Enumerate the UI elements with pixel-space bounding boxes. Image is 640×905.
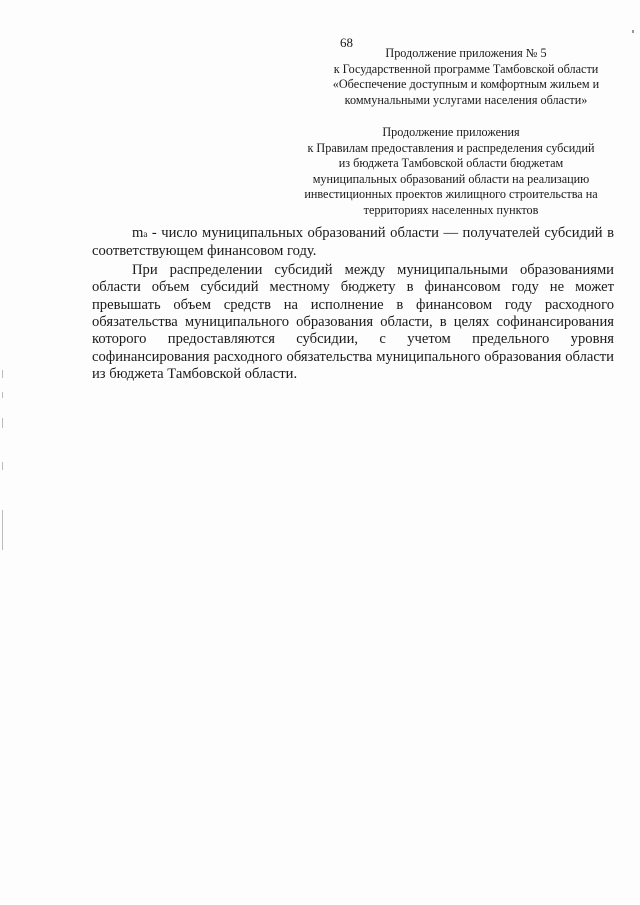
scan-mark <box>632 30 634 33</box>
scan-margin-marks <box>2 370 5 570</box>
header-line: Продолжение приложения № 5 <box>385 46 547 60</box>
header-line: территориях населенных пунктов <box>363 202 539 217</box>
header-line: инвестиционных проектов жилищного строительства на <box>304 187 598 201</box>
scan-mark <box>2 462 3 470</box>
header-line: из бюджета Тамбовской области бюджетам <box>338 156 564 170</box>
appendix-header-program <box>316 46 616 108</box>
definition-paragraph <box>92 225 614 261</box>
scan-mark <box>2 510 3 550</box>
variable-subscript: a <box>143 229 148 239</box>
header-line: коммунальными услугами населения области» <box>344 92 588 107</box>
header-line: к Государственной программе Тамбовской области <box>333 61 599 76</box>
scan-mark <box>2 418 3 428</box>
header-line: «Обеспечение доступным и комфортным жильем и <box>332 77 600 91</box>
appendix-header-rules <box>286 125 616 218</box>
page-number: 68 <box>340 35 353 50</box>
header-line: к Правилам предоставления и распределения субсидий <box>307 140 595 155</box>
variable-symbol: m <box>132 225 144 241</box>
scan-mark <box>2 392 3 398</box>
definition-text: - число муниципальных образований области — получателей субсидий в соответствующем финансовом году. <box>92 225 614 260</box>
distribution-paragraph: При распределении субсидий между муниципальными образованиями области объем субсидий местному бюджету в финансовом году не может превышать объем средств на исполнение в финансовом году расходного обязательства муниципального образования области, в целях софинансирования которого предоставляются субсидии, с учетом предельного уровня софинансирования расходного обязательства муниципального образования области из бюджета Тамбовской области. <box>92 261 614 383</box>
document-body <box>92 225 614 384</box>
header-line: Продолжение приложения <box>382 125 520 139</box>
header-line: муниципальных образований области на реализацию <box>312 171 590 186</box>
scan-mark <box>2 370 3 378</box>
